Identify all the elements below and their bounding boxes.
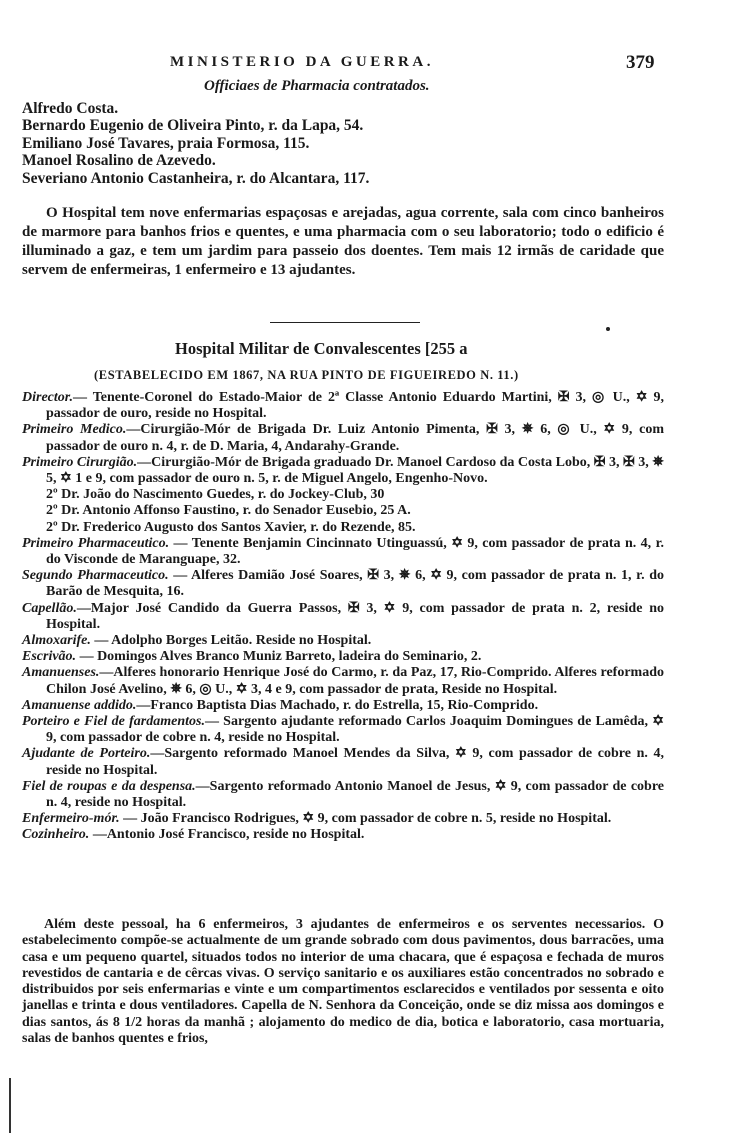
- staff-details: —Sargento reformado Manoel Mendes da Silva, ✡ 9, com passador de cobre n. 4, reside no Hospital.: [46, 746, 665, 778]
- staff-details: —Sargento reformado Antonio Manoel de Jesus, ✡ 9, com passador de cobre n. 4, reside no Hospital.: [46, 778, 664, 811]
- staff-entry: [22, 811, 664, 827]
- staff-details: —Cirurgião-Mór de Brigada Dr. Luiz Antonio Pimenta, ✠ 3, ✵ 6, ◎ U., ✡ 9, com passador de ouro n. 4, r. de D. Maria, 4, Andarahy-Grande.: [46, 422, 664, 454]
- staff-details: —Major José Candido da Guerra Passos, ✠ 3, ✡ 9, com passador de prata n. 2, reside no Hospital.: [46, 600, 664, 632]
- staff-role: Cozinheiro.: [22, 827, 90, 843]
- staff-details: — Alferes Damião José Soares, ✠ 3, ✵ 6, ✡ 9, com passador de prata n. 1, r. do Barão de Mesquita, 16.: [46, 568, 664, 600]
- staff-details: — Sargento ajudante reformado Carlos Joaquim Domingues de Lamêda, ✡ 9, com passador de cobre n. 4, reside no Hospital.: [46, 714, 664, 746]
- staff-role: Porteiro e Fiel de fardamentos.: [22, 714, 205, 730]
- pharmacy-name: Alfredo Costa.: [22, 100, 119, 117]
- staff-details: —Franco Baptista Dias Machado, r. do Estrella, 15, Rio-Comprido.: [136, 697, 539, 713]
- staff-details: —Cirurgião-Mór de Brigada graduado Dr. Manoel Cardoso da Costa Lobo, ✠ 3, ✠ 3, ✵ 5, ✡ 1 e 9, com passador de ouro n. 5, r. de Miguel Angelo, Engenho-Novo.: [46, 454, 664, 487]
- staff-entry: [22, 649, 664, 665]
- staff-entry: [22, 536, 664, 568]
- staff-entry: [22, 455, 664, 487]
- staff-details: 2º Dr. Frederico Augusto dos Santos Xavier, r. do Rezende, 85.: [46, 519, 416, 535]
- staff-role: Almoxarife.: [22, 633, 91, 649]
- staff-details: 2º Dr. Antonio Affonso Faustino, r. do Senador Eusebio, 25 A.: [46, 503, 411, 519]
- pharmacy-section-title: Officiaes de Pharmacia contratados.: [204, 78, 430, 94]
- staff-role: Fiel de roupas e da despensa.: [22, 778, 196, 794]
- margin-mark: [9, 1078, 11, 1133]
- staff-role: Amanuenses.: [22, 665, 100, 681]
- staff-entry: [22, 390, 664, 422]
- staff-role: Director.: [22, 390, 73, 405]
- hospital-section-title: Hospital Militar de Convalescentes [255 a: [175, 339, 468, 358]
- staff-role: Ajudante de Porteiro.: [22, 746, 151, 762]
- pharmacy-name: Severiano Antonio Castanheira, r. do Alcantara, 117.: [22, 169, 370, 187]
- staff-details: — Adolpho Borges Leitão. Reside no Hospital.: [90, 633, 372, 649]
- staff-role: Primeiro Cirurgião.: [22, 454, 138, 470]
- staff-role: Primeiro Medico.: [22, 422, 127, 438]
- page-number: 379: [626, 52, 655, 73]
- staff-list: [22, 390, 664, 844]
- staff-details: — Tenente Benjamin Cincinnato Utinguassú, ✡ 9, com passador de prata n. 4, r. do Visconde de Maranguape, 32.: [46, 535, 665, 568]
- pharmacy-name: Bernardo Eugenio de Oliveira Pinto, r. da Lapa, 54.: [22, 117, 364, 135]
- staff-entry: [22, 665, 664, 697]
- staff-details: —Alferes honorario Henrique José do Carmo, r. da Paz, 17, Rio-Comprido. Alferes reformado Chilon José Avelino, ✵ 6, ◎ U., ✡ 3, 4 e 9, com passador de prata, Reside no Hospital.: [46, 665, 664, 697]
- staff-entry: [22, 827, 664, 843]
- staff-entry: [22, 520, 664, 536]
- staff-entry: [22, 503, 664, 519]
- hospital-facilities-paragraph: Além deste pessoal, ha 6 enfermeiros, 3 ajudantes de enfermeiros e os serventes necessarios. O estabelecimento compõe-se actualmente de um grande sobrado com dous pavimentos, dous barracões, uma casa e um pequeno quartel, situados todos no interior de uma chacara, que é espaçosa e fechada de muros revestidos de cantaria e de cêrcas vivas. O serviço sanitario e os auxiliares estão concentrados no sobrado e distribuidos por seis enfermarias e vinte e um compartimentos esclarecidos e ventilados por sessenta e oito janellas e trinta e dous ventiladores. Capella de N. Senhora da Conceição, onde se diz missa aos domingos e dias santos, ás 8 1/2 horas da manhã ; alojamento do medico de dia, botica e laboratorio, casa mortuaria, salas de banhos quentes e frios,: [22, 917, 664, 1047]
- staff-details: 2º Dr. João do Nascimento Guedes, r. do Jockey-Club, 30: [46, 487, 385, 503]
- pharmacy-name: Emiliano José Tavares, praia Formosa, 115.: [22, 134, 310, 152]
- pharmacy-name: Manoel Rosalino de Azevedo.: [22, 152, 216, 170]
- running-head: MINISTERIO DA GUERRA.: [170, 54, 434, 70]
- staff-role: Amanuense addido.: [22, 697, 137, 713]
- staff-entry: [22, 698, 664, 714]
- staff-entry: [22, 568, 664, 600]
- staff-entry: [22, 487, 664, 503]
- hospital-section-subtitle: (ESTABELECIDO EM 1867, NA RUA PINTO DE FIGUEIREDO N. 11.): [94, 368, 519, 382]
- ink-dot: [606, 327, 610, 331]
- section-divider: [270, 322, 420, 323]
- staff-entry: [22, 714, 664, 746]
- staff-details: — João Francisco Rodrigues, ✡ 9, com passador de cobre n. 5, reside no Hospital.: [119, 811, 612, 827]
- staff-role: Capellão.: [22, 600, 77, 616]
- staff-details: — Domingos Alves Branco Muniz Barreto, ladeira do Seminario, 2.: [76, 649, 482, 665]
- staff-role: Primeiro Pharmaceutico.: [22, 535, 170, 551]
- staff-details: —Antonio José Francisco, reside no Hospital.: [89, 827, 365, 843]
- staff-entry: [22, 746, 664, 778]
- staff-role: Enfermeiro-mór.: [22, 811, 120, 827]
- staff-entry: [22, 422, 664, 454]
- pharmacy-name-list: [22, 100, 672, 187]
- staff-role: Escrivão.: [22, 649, 77, 665]
- staff-details: — Tenente-Coronel do Estado-Maior de 2ª Classe Antonio Eduardo Martini, ✠ 3, ◎ U., ✡ 9, passador de ouro, reside no Hospital.: [46, 390, 664, 422]
- staff-role: Segundo Pharmaceutico.: [22, 568, 169, 584]
- staff-entry: [22, 601, 664, 633]
- hospital-description-paragraph: O Hospital tem nove enfermarias espaçosas e arejadas, agua corrente, sala com cinco banheiros de marmore para banhos frios e quentes, e uma pharmacia com o seu laboratorio; todo o edificio é illuminado a gaz, e tem um jardim para passeio dos doentes. Tem mais 12 irmãs de caridade que servem de enfermeiras, 1 enfermeiro e 13 ajudantes.: [22, 205, 664, 278]
- staff-entry: [22, 633, 664, 649]
- staff-entry: [22, 779, 664, 811]
